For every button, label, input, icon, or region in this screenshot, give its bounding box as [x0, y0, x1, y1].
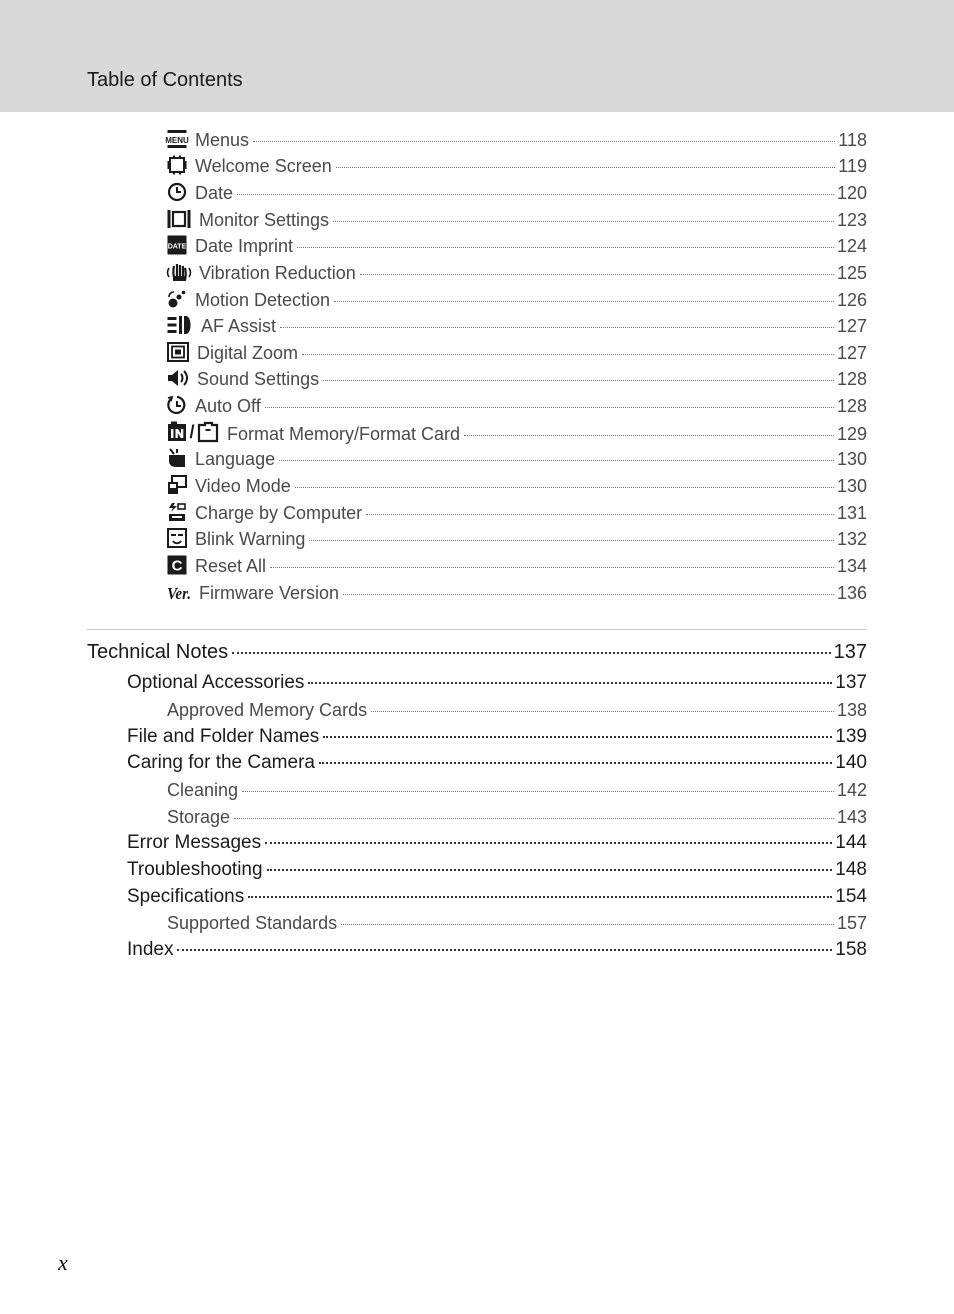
blink-warning-icon: [167, 528, 187, 548]
toc-entry-page: 136: [836, 583, 867, 603]
toc-entry-page: 132: [836, 529, 867, 549]
dot-leader: [279, 460, 834, 461]
dot-leader: [309, 540, 834, 541]
toc-entry-label: Technical Notes: [87, 641, 229, 663]
dot-leader: [270, 567, 834, 568]
reset-all-icon-glyph: C: [171, 557, 183, 575]
dot-leader: [297, 247, 834, 248]
toc-entry-video-mode[interactable]: [167, 472, 867, 499]
firmware-icon-glyph: Ver.: [167, 584, 191, 603]
dot-leader: [242, 791, 834, 792]
toc-entry-file-and-folder-names[interactable]: [127, 724, 867, 750]
video-mode-icon: [167, 475, 187, 495]
dot-leader: [248, 896, 832, 898]
toc-entry-label: Caring for the Camera: [127, 752, 315, 773]
toc-entry-storage[interactable]: [167, 804, 867, 830]
dot-leader: [333, 221, 834, 222]
toc-entry-page: 158: [835, 939, 867, 960]
toc-entry-label: Reset All: [195, 556, 267, 576]
dot-leader: [265, 842, 832, 844]
toc-entry-label: Optional Accessories: [127, 672, 305, 693]
toc-entry-label: Vibration Reduction: [199, 263, 356, 283]
toc-entry-page: 137: [835, 672, 867, 693]
toc-entry-page: 148: [835, 859, 867, 880]
auto-off-icon: [167, 395, 187, 415]
toc-entry-index[interactable]: [127, 937, 867, 963]
toc-entry-menus[interactable]: [167, 126, 867, 153]
date-clock-icon: [167, 182, 187, 202]
toc-entry-page: 130: [836, 476, 867, 496]
toc-entry-page: 130: [836, 449, 867, 469]
toc-entry-page: 124: [836, 236, 867, 256]
toc-entry-page: 118: [838, 130, 867, 150]
dot-leader: [343, 594, 834, 595]
toc-entry-page: 125: [836, 263, 867, 283]
toc-entry-approved-memory-cards[interactable]: [167, 697, 867, 723]
menus-icon: [167, 129, 187, 149]
toc-entry-label: AF Assist: [201, 316, 277, 336]
toc-entry-label: Firmware Version: [199, 583, 340, 603]
toc-entry-page: 119: [838, 156, 867, 176]
toc-entry-label: Sound Settings: [197, 369, 320, 389]
toc-entry-label: Troubleshooting: [127, 859, 263, 880]
reset-all-icon: [167, 555, 187, 575]
dot-leader: [334, 301, 834, 302]
dot-leader: [267, 869, 833, 871]
dot-leader: [319, 762, 832, 764]
dot-leader: [323, 380, 834, 381]
toc-entry-af-assist[interactable]: [167, 312, 867, 339]
toc-entry-label: Date Imprint: [195, 236, 294, 256]
toc-entry-page: 157: [836, 913, 867, 933]
dot-leader: [302, 354, 834, 355]
dot-leader: [341, 924, 834, 925]
page-number-folio: x: [58, 1250, 68, 1275]
welcome-screen-icon: [167, 155, 187, 175]
sound-settings-icon: [167, 368, 189, 388]
dot-leader: [323, 736, 832, 738]
dot-leader: [308, 682, 832, 684]
dot-leader: [336, 167, 836, 168]
toc-entry-page: 123: [836, 210, 867, 230]
toc-entry-specifications[interactable]: [127, 884, 867, 910]
format-slash-glyph: /: [189, 422, 195, 442]
toc-entry-label: Menus: [195, 130, 250, 150]
toc-entry-label: Motion Detection: [195, 290, 331, 310]
toc-entry-charge-by-computer[interactable]: [167, 499, 867, 526]
toc-entry-page: 143: [836, 807, 867, 827]
toc-entry-label: Index: [127, 939, 174, 960]
toc-entry-page: 127: [836, 316, 867, 336]
toc-entry-blink-warning[interactable]: [167, 525, 867, 552]
toc-entry-label: Specifications: [127, 886, 245, 907]
dot-leader: [237, 194, 834, 195]
toc-entry-auto-off[interactable]: [167, 392, 867, 419]
toc-entry-page: 138: [836, 700, 867, 720]
toc-entry-page: 154: [835, 886, 867, 907]
firmware-version-icon: [167, 582, 191, 602]
dot-leader: [360, 274, 834, 275]
dot-leader: [371, 711, 834, 712]
date-imprint-icon-glyph: DATE: [167, 243, 187, 251]
toc-entry-label: Blink Warning: [195, 529, 306, 549]
toc-entry-reset-all[interactable]: [167, 552, 867, 579]
date-imprint-icon: [167, 235, 187, 255]
af-assist-icon: [167, 315, 193, 335]
charge-by-computer-icon: [167, 502, 187, 522]
toc-entry-page: 142: [836, 780, 867, 800]
toc-entry-label: Error Messages: [127, 832, 262, 853]
toc-entry-label: Supported Standards: [167, 913, 338, 933]
toc-entry-page: 137: [833, 641, 867, 663]
toc-entry-label: Video Mode: [195, 476, 291, 496]
dot-leader: [253, 141, 835, 142]
page-title: Table of Contents: [87, 69, 243, 91]
toc-entry-supported-standards[interactable]: [167, 910, 867, 936]
toc-entry-motion-detection[interactable]: [167, 286, 867, 313]
toc-entry-technical-notes[interactable]: [87, 638, 867, 666]
toc-entry-error-messages[interactable]: [127, 830, 867, 856]
format-memory-card-icon: [167, 422, 219, 442]
section-divider: [87, 629, 867, 630]
toc-entry-label: Format Memory/Format Card: [227, 424, 461, 444]
toc-entry-monitor-settings[interactable]: [167, 206, 867, 233]
toc-entry-label: Approved Memory Cards: [167, 700, 368, 720]
dot-leader: [234, 818, 834, 819]
toc-entry-cleaning[interactable]: [167, 777, 867, 803]
toc-entry-label: Date: [195, 183, 234, 203]
toc-entry-page: 129: [836, 424, 867, 444]
toc-entry-label: Welcome Screen: [195, 156, 332, 176]
toc-entry-sound-settings[interactable]: [167, 365, 867, 392]
toc-entry-page: 120: [836, 183, 867, 203]
dot-leader: [464, 435, 834, 436]
dot-leader: [177, 949, 832, 951]
toc-entry-digital-zoom[interactable]: [167, 339, 867, 366]
dot-leader: [265, 407, 834, 408]
toc-entry-page: 126: [836, 290, 867, 310]
vibration-reduction-icon: [167, 262, 191, 282]
digital-zoom-icon: [167, 342, 189, 362]
toc-entry-optional-accessories[interactable]: [127, 670, 867, 696]
toc-entry-label: Digital Zoom: [197, 343, 299, 363]
toc-entry-troubleshooting[interactable]: [127, 857, 867, 883]
toc-entry-label: Cleaning: [167, 780, 239, 800]
dot-leader: [366, 514, 834, 515]
toc-entry-page: 139: [835, 726, 867, 747]
dot-leader: [232, 652, 830, 654]
toc-entry-page: 127: [836, 343, 867, 363]
toc-entry-firmware-version[interactable]: [167, 579, 867, 606]
toc-entry-format-memory[interactable]: [167, 419, 867, 447]
toc-entry-page: 144: [835, 832, 867, 853]
toc-entry-label: Charge by Computer: [195, 503, 363, 523]
menus-icon-glyph: MENU: [165, 136, 189, 145]
motion-detection-icon: [167, 289, 187, 309]
toc-entry-page: 128: [836, 396, 867, 416]
toc-entry-page: 140: [835, 752, 867, 773]
toc-entry-page: 128: [836, 369, 867, 389]
toc-entry-label: File and Folder Names: [127, 726, 320, 747]
toc-entry-language[interactable]: [167, 445, 867, 472]
toc-entry-date[interactable]: [167, 179, 867, 206]
dot-leader: [280, 327, 834, 328]
toc-entry-label: Language: [195, 449, 276, 469]
toc-entry-caring-for-the-camera[interactable]: [127, 750, 867, 776]
dot-leader: [295, 487, 834, 488]
toc-entry-date-imprint[interactable]: [167, 232, 867, 259]
language-icon: [167, 448, 187, 468]
monitor-settings-icon: [167, 209, 191, 229]
page-header: [0, 0, 954, 112]
toc-entry-label: Storage: [167, 807, 231, 827]
toc-entry-page: 134: [836, 556, 867, 576]
toc-entry-welcome-screen[interactable]: [167, 152, 867, 179]
toc-entry-label: Auto Off: [195, 396, 261, 416]
toc-entry-vibration-reduction[interactable]: [167, 259, 867, 286]
toc-entry-page: 131: [836, 503, 867, 523]
toc-entry-label: Monitor Settings: [199, 210, 330, 230]
